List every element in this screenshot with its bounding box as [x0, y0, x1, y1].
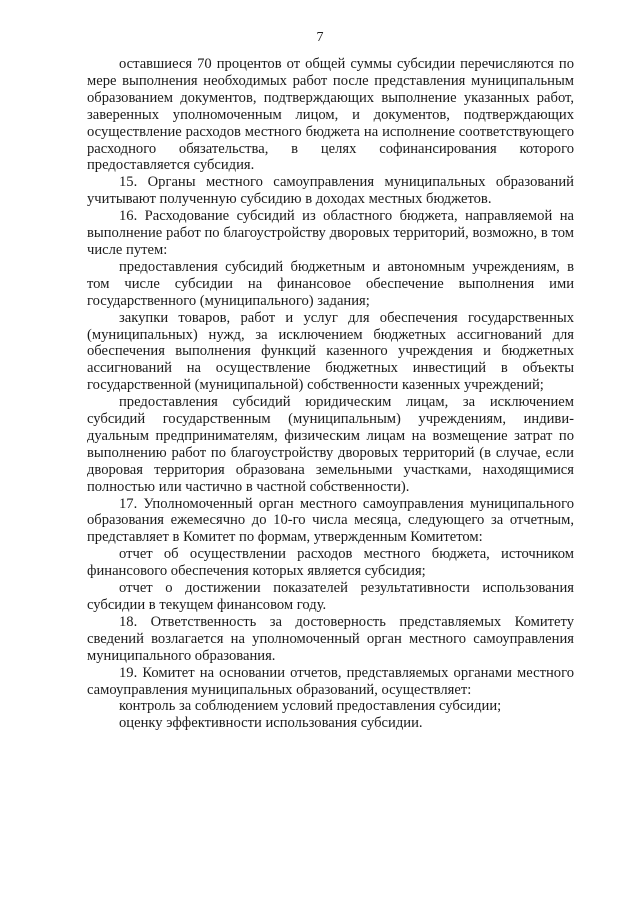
- paragraph-18: 18. Ответственность за достоверность представляемых Комитету сведений возлагается на уполномоченный орган местного самоуправления муниципального образования.: [87, 613, 574, 664]
- paragraph-16-item-1: предоставления субсидий бюджетным и автономным учреждениям, в том числе субсидии на финансовое обеспечение выполнения ими государственного (муниципального) задания;: [87, 258, 574, 309]
- paragraph-16-item-2: закупки товаров, работ и услуг для обеспечения государственных (муниципальных) нужд, за исключением бюджетных ассигнований для обеспечения выполнения функций казенного учреждения и бюджетных ассигнований на осуществление бюджетных инвестиций в объекты государственной (муниципальной) собственности казенных учреждений;: [87, 309, 574, 394]
- paragraph-16-item-3: предоставления субсидий юридическим лицам, за исключением субсидий государственным (муниципальным) учреждениям, индивидуальным предпринимателям, физическим лицам на возмещение затрат по выполнению работ по благоустройству дворовых территорий (в случае, если дворовая территория образована земельными участками, находящимися полностью или частично в частной собственности).: [87, 394, 574, 495]
- paragraph-17-item-1: отчет об осуществлении расходов местного бюджета, источником финансового обеспечения которых является субсидия;: [87, 546, 574, 580]
- paragraph-17-item-2: отчет о достижении показателей результативности использования субсидии в текущем финансовом году.: [87, 580, 574, 613]
- paragraph-19: 19. Комитет на основании отчетов, представляемых органами местного самоуправления муниципальных образований, осуществляет:: [87, 664, 574, 698]
- paragraph-continuation: оставшиеся 70 процентов от общей суммы субсидии перечисляются по мере выполнения необходимых работ после представления муниципальным образованием документов, подтверждающих выполнение указанных работ, заверенных уполномоченным лицом, и документов, подтверждающих осуществление расходов местного бюджета на исполнение соответствующего расходного обязательства, в целях софинансирования которого предоставляется субсидия.: [87, 56, 574, 174]
- paragraph-16: 16. Расходование субсидий из областного бюджета, направляемой на выполнение работ по благоустройству дворовых территорий, возможно, в том числе путем:: [87, 208, 574, 258]
- paragraph-19-item-2: оценку эффективности использования субсидии.: [119, 715, 423, 732]
- paragraph-19-item-1: контроль за соблюдением условий предоставления субсидии;: [119, 698, 502, 715]
- page-number: 7: [316, 30, 324, 45]
- paragraph-15: 15. Органы местного самоуправления муниципальных образований учитывают полученную субсидию в доходах местных бюджетов.: [87, 174, 574, 208]
- paragraph-17: 17. Уполномоченный орган местного самоуправления муниципального образования ежемесячно до 10-го числа месяца, следующего за отчетным, представляет в Комитет по формам, утвержденным Комитетом:: [87, 495, 574, 546]
- document-body: [87, 56, 574, 732]
